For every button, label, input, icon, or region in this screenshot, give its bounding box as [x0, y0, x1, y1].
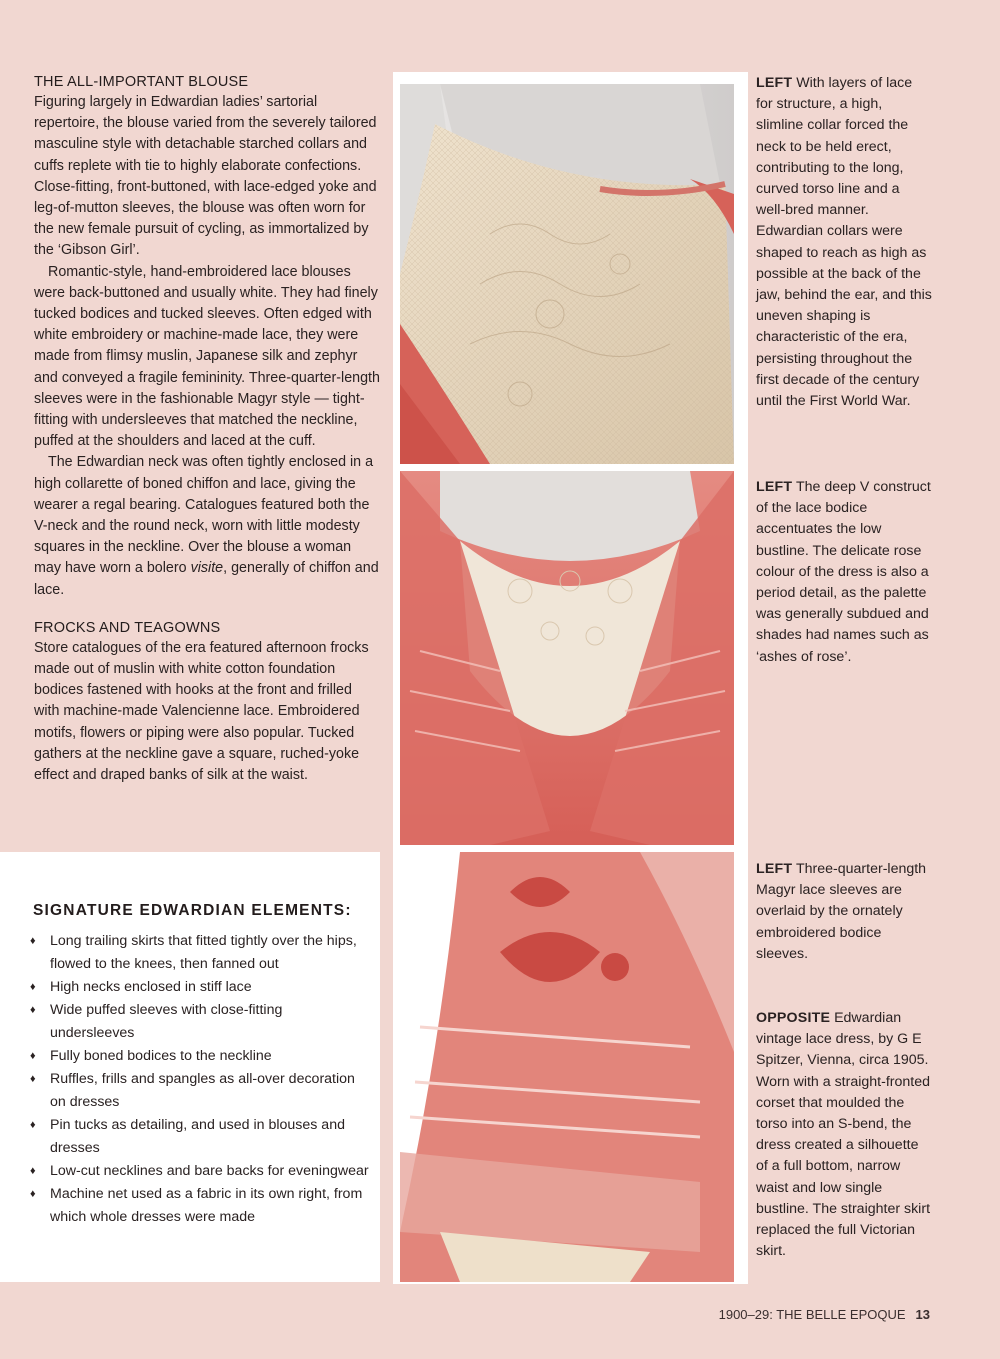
diamond-bullet-icon: ♦	[30, 1165, 36, 1177]
list-item: ♦ Ruffles, frills and spangles as all-over decoration on dresses	[30, 1068, 370, 1114]
list-item: ♦ Low-cut necklines and bare backs for eveningwear	[30, 1160, 370, 1183]
running-head: 1900–29: THE BELLE EPOQUE	[718, 1307, 906, 1322]
article-column	[34, 74, 380, 786]
paragraph: Figuring largely in Edwardian ladies’ sartorial repertoire, the blouse varied from the severely tailored masculine style with detachable starched collars and cuffs replete with tie to highly elaborate confections. Close-fitting, front-buttoned, with lace-edged yoke and leg-of-mutton sleeves, the blouse was often worn for the new female pursuit of cycling, as immortalized by the ‘Gibson Girl’.	[34, 94, 377, 259]
list-item: ♦ Wide puffed sleeves with close-fitting undersleeves	[30, 999, 370, 1045]
caption-label: OPPOSITE	[756, 1010, 831, 1026]
diamond-bullet-icon: ♦	[30, 1050, 36, 1062]
caption-v-bodice: LEFT The deep V construct of the lace bodice accentuates the low bustline. The delicate rose colour of the dress is also a period detail, as the palette was generally subdued and shades had names such as ‘ashes of rose’.	[756, 479, 931, 665]
sidebar-title: SIGNATURE EDWARDIAN ELEMENTS:	[33, 902, 352, 919]
paragraph: Store catalogues of the era featured afternoon frocks made out of muslin with white cotton foundation bodices fastened with hooks at the front and frilled with machine-made Valencienne lace. Embroidered motifs, flowers or piping were also popular. Tucked gathers at the neckline gave a square, ruched-yoke effect and draped banks of silk at the waist.	[34, 639, 369, 784]
diamond-bullet-icon: ♦	[30, 1188, 36, 1200]
page-number: 13	[915, 1307, 930, 1322]
caption-sleeve: LEFT Three-quarter-length Magyr lace sleeves are overlaid by the ornately embroidered bodice sleeves.	[756, 861, 927, 962]
section-heading-blouse: THE ALL-IMPORTANT BLOUSE	[34, 74, 249, 90]
list-item: ♦ Fully boned bodices to the neckline	[30, 1045, 370, 1068]
diamond-bullet-icon: ♦	[30, 1073, 36, 1085]
list-item: ♦ Pin tucks as detailing, and used in blouses and dresses	[30, 1114, 370, 1160]
caption-lace-collar: LEFT With layers of lace for structure, a high, slimline collar forced the neck to be held erect, contributing to the long, curved torso line and a well-bred manner. Edwardian collars were shaped to reach as high as possible at the back of the jaw, behind the ear, and this uneven shaping is characteristic of the era, persisting throughout the first decade of the century until the First World War.	[756, 75, 932, 410]
sidebar-list	[30, 930, 370, 1229]
page-footer	[690, 1307, 930, 1322]
list-item: ♦ High necks enclosed in stiff lace	[30, 976, 370, 999]
photo-embroidered-sleeve	[400, 852, 734, 1282]
caption-label: LEFT	[756, 479, 793, 495]
diamond-bullet-icon: ♦	[30, 981, 36, 993]
photo-lace-collar	[400, 84, 734, 464]
diamond-bullet-icon: ♦	[30, 935, 36, 947]
caption-opposite: OPPOSITE Edwardian vintage lace dress, by G E Spitzer, Vienna, circa 1905. Worn with a straight-fronted corset that moulded the torso into an S-bend, the dress created a silhouette of a full bottom, narrow waist and low single bustline. The straighter skirt replaced the full Victorian skirt.	[756, 1010, 931, 1260]
italic-term: visite	[190, 560, 224, 577]
section-heading-frocks: FROCKS AND TEAGOWNS	[34, 619, 221, 636]
list-item: ♦ Long trailing skirts that fitted tightly over the hips, flowed to the knees, then fanned out	[30, 930, 370, 976]
caption-label: LEFT	[756, 861, 793, 877]
paragraph: Romantic-style, hand-embroidered lace blouses were back-buttoned and usually white. They had finely tucked bodices and tucked sleeves. Often edged with white embroidery or machine-made lace, they were made from flimsy muslin, Japanese silk and zephyr and conveyed a fragile femininity. Three-quarter-length sleeves were in the fashionable Magyr style — tight-fitting with undersleeves that matched the neckline, puffed at the shoulders and laced at the cuff.	[34, 263, 380, 450]
caption-label: LEFT	[756, 75, 793, 91]
list-item: ♦ Machine net used as a fabric in its own right, from which whole dresses were made	[30, 1183, 370, 1229]
photo-v-bodice	[400, 471, 734, 845]
diamond-bullet-icon: ♦	[30, 1004, 36, 1016]
paragraph: The Edwardian neck was often tightly enclosed in a high collarette of boned chiffon and lace, giving the wearer a regal bearing. Catalogues featured both the V-neck and the round neck, worn with little modesty squares in the neckline. Over the blouse a woman may have worn a bolero visite, generally of chiffon and lace.	[34, 454, 379, 598]
diamond-bullet-icon: ♦	[30, 1119, 36, 1131]
